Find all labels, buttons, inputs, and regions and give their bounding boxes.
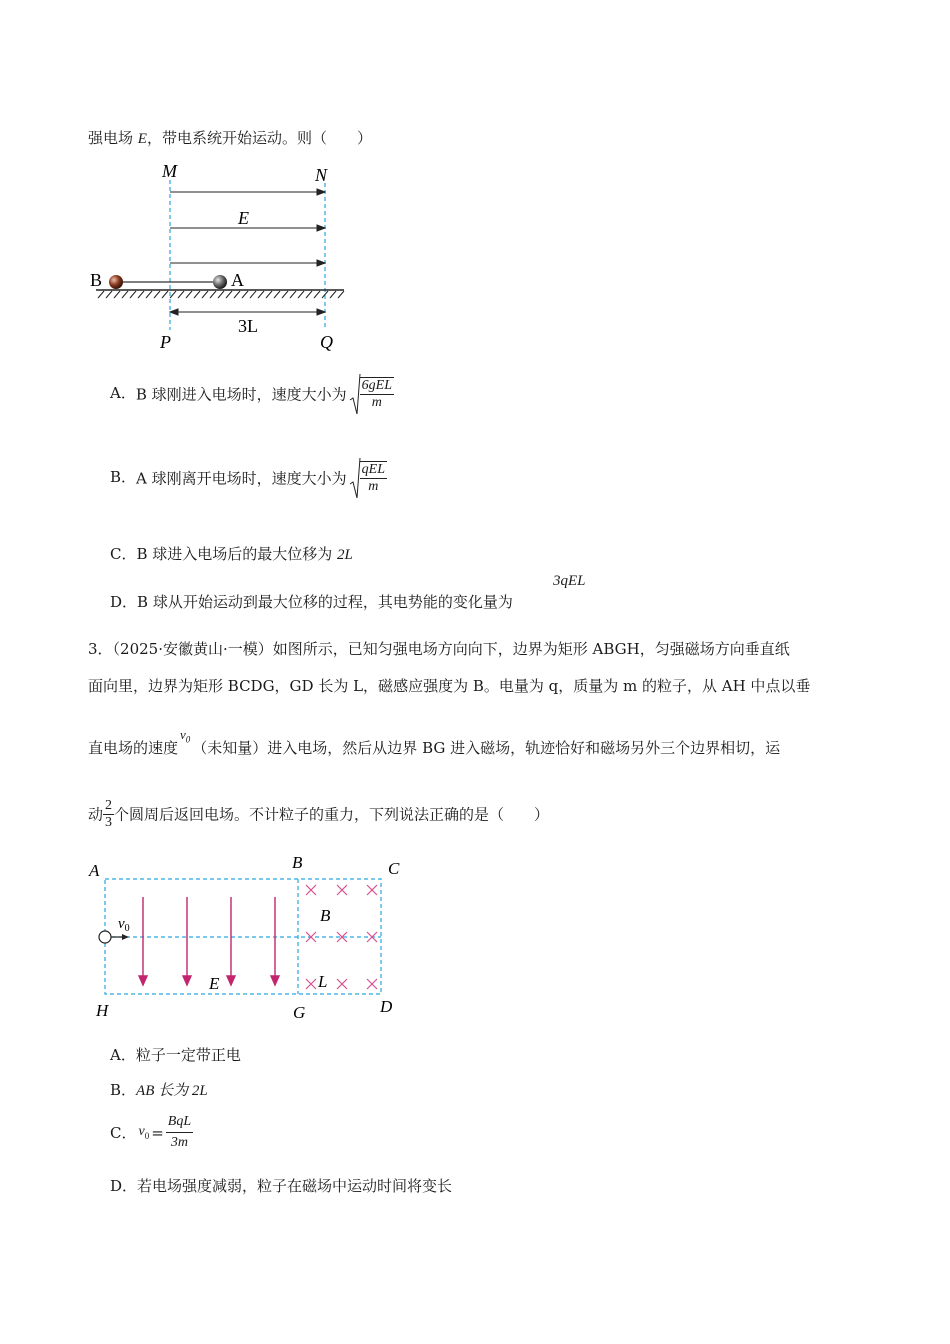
question-text: 直电场的速度 bbox=[88, 739, 179, 757]
label-a: A bbox=[231, 270, 244, 290]
fraction-numerator: 6gEL bbox=[361, 378, 392, 393]
ground-hatch bbox=[98, 291, 344, 298]
question-number: 3． bbox=[88, 640, 113, 658]
label-b: B bbox=[90, 270, 103, 290]
question-text: 动 bbox=[88, 805, 104, 824]
v0-symbol bbox=[138, 1124, 149, 1139]
label-e: E bbox=[238, 208, 249, 228]
q2-stem-tail bbox=[88, 128, 372, 149]
q2-option-d[interactable] bbox=[110, 591, 513, 612]
dimension-3l bbox=[170, 309, 325, 315]
label-n: N bbox=[315, 165, 328, 185]
fraction-bqL-3m bbox=[166, 1112, 193, 1153]
q3-line-3 bbox=[88, 727, 781, 764]
option-letter: C． bbox=[110, 545, 137, 563]
option-letter: D． bbox=[110, 593, 138, 611]
q2-option-c[interactable] bbox=[110, 543, 353, 564]
label-b-field: B bbox=[320, 906, 331, 925]
v0-base: v bbox=[138, 1124, 145, 1140]
q2-option-d-value: 3qEL bbox=[553, 573, 586, 589]
label-d: D bbox=[380, 997, 393, 1016]
option-text: B 球进入电场后的最大位移为 bbox=[136, 545, 338, 563]
label-3l: 3L bbox=[238, 316, 258, 336]
fraction-denominator: m bbox=[360, 394, 394, 411]
particle-icon bbox=[99, 931, 111, 943]
q2-option-b[interactable] bbox=[110, 456, 387, 500]
fraction-numerator: qEL bbox=[361, 462, 385, 477]
option-text: 若电场强度减弱，粒子在磁场中运动时间将变长 bbox=[137, 1177, 453, 1195]
v0-base: v bbox=[118, 916, 125, 932]
ball-a bbox=[213, 275, 227, 289]
q3-option-b[interactable] bbox=[110, 1079, 208, 1100]
option-letter: B． bbox=[110, 468, 137, 486]
option-letter: C． bbox=[110, 1124, 137, 1142]
option-letter: D． bbox=[110, 1177, 138, 1195]
v0-subscript: 0 bbox=[185, 734, 191, 745]
option-letter: A． bbox=[110, 384, 136, 402]
label-q: Q bbox=[320, 332, 333, 352]
label-c: C bbox=[388, 859, 400, 878]
fraction-two-thirds bbox=[103, 798, 114, 831]
label-p: P bbox=[160, 332, 171, 352]
fraction-numerator: BqL bbox=[167, 1114, 192, 1129]
label-m: M bbox=[162, 161, 177, 181]
stem-text-2: ，带电系统开始运动。则（ ） bbox=[146, 129, 372, 147]
q3-figure bbox=[88, 852, 408, 1024]
velocity-arrow-icon bbox=[122, 934, 129, 940]
q2-option-a[interactable] bbox=[110, 372, 394, 416]
label-b: B bbox=[292, 853, 303, 872]
fraction-denominator: 3m bbox=[166, 1132, 193, 1153]
fraction-denominator: m bbox=[360, 478, 387, 495]
ball-b bbox=[109, 275, 123, 289]
label-v0 bbox=[118, 916, 130, 934]
question-source: （2025·安徽黄山·一模） bbox=[112, 640, 273, 658]
sqrt-expression bbox=[349, 372, 394, 416]
q3-option-c[interactable] bbox=[110, 1112, 193, 1153]
q3-line-4 bbox=[88, 798, 549, 831]
option-text: A 球刚离开电场时，速度大小为 bbox=[136, 469, 347, 488]
q3-option-d[interactable] bbox=[110, 1175, 452, 1196]
stem-symbol-e: E bbox=[137, 131, 147, 147]
v0-subscript: 0 bbox=[144, 1130, 150, 1141]
question-text-2: 个圆周后返回电场。不计粒子的重力，下列说法正确的是（ ） bbox=[114, 805, 550, 824]
option-letter: A． bbox=[110, 1046, 136, 1064]
q2-figure bbox=[88, 158, 358, 358]
option-value: 2L bbox=[337, 547, 353, 563]
stem-text: 强电场 bbox=[88, 129, 138, 147]
q3-line-1 bbox=[88, 639, 790, 659]
q3-option-a[interactable] bbox=[110, 1044, 241, 1065]
option-text: B 球从开始运动到最大位移的过程，其电势能的变化量为 bbox=[137, 593, 513, 611]
option-letter: B． bbox=[110, 1081, 137, 1099]
option-text: B 球刚进入电场时，速度大小为 bbox=[135, 385, 347, 404]
v0-symbol bbox=[180, 727, 191, 745]
fraction-denominator: 3 bbox=[105, 815, 113, 830]
label-g: G bbox=[293, 1003, 306, 1022]
question-text-2: （未知量）进入电场，然后从边界 BG 进入磁场，轨迹恰好和磁场另外三个边界相切，运 bbox=[192, 739, 781, 757]
fraction-numerator: 2 bbox=[105, 798, 113, 813]
v0-subscript: 0 bbox=[124, 923, 130, 934]
electric-field-arrows bbox=[139, 897, 279, 985]
label-l: L bbox=[318, 972, 328, 991]
label-a: A bbox=[89, 861, 100, 880]
v0-base: v bbox=[180, 727, 186, 742]
sqrt-expression bbox=[349, 456, 387, 500]
option-text: AB 长为 2L bbox=[136, 1083, 208, 1099]
question-text: 如图所示，已知匀强电场方向向下，边界为矩形 ABGH，匀强磁场方向垂直纸 bbox=[272, 640, 790, 658]
option-text: 粒子一定带正电 bbox=[135, 1046, 241, 1064]
q3-line-2: 面向里，边界为矩形 BCDG，GD 长为 L，磁感应强度为 B。电量为 q，质量为 m 的粒子，从 AH 中点以垂 bbox=[88, 677, 811, 695]
equals-sign: = bbox=[151, 1123, 164, 1142]
label-e: E bbox=[209, 974, 220, 993]
label-h: H bbox=[96, 1001, 109, 1020]
